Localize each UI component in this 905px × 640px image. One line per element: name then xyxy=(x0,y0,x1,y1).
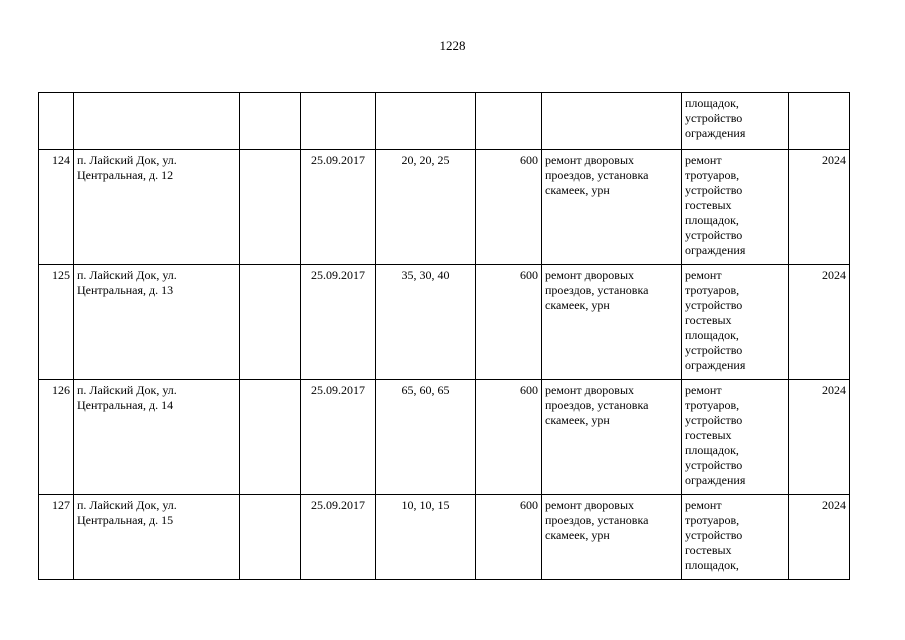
cell-num: 127 xyxy=(39,495,74,580)
table-row xyxy=(39,495,850,580)
cell-blank xyxy=(240,150,301,265)
data-table xyxy=(38,92,850,580)
table-row xyxy=(39,150,850,265)
cell-year: 2024 xyxy=(789,150,850,265)
table-row xyxy=(39,380,850,495)
cell-amount xyxy=(476,93,542,150)
cell-year: 2024 xyxy=(789,380,850,495)
cell-blank xyxy=(240,495,301,580)
cell-work1: ремонт дворовых проездов, установка скамеек, урн xyxy=(542,265,682,380)
cell-values: 65, 60, 65 xyxy=(376,380,476,495)
cell-date: 25.09.2017 xyxy=(301,150,376,265)
cell-date: 25.09.2017 xyxy=(301,380,376,495)
cell-address: п. Лайский Док, ул. Центральная, д. 13 xyxy=(74,265,240,380)
cell-date: 25.09.2017 xyxy=(301,265,376,380)
cell-year xyxy=(789,93,850,150)
cell-values xyxy=(376,93,476,150)
cell-amount: 600 xyxy=(476,495,542,580)
cell-num xyxy=(39,93,74,150)
cell-amount: 600 xyxy=(476,380,542,495)
cell-date: 25.09.2017 xyxy=(301,495,376,580)
cell-values: 20, 20, 25 xyxy=(376,150,476,265)
cell-work1 xyxy=(542,93,682,150)
cell-date xyxy=(301,93,376,150)
cell-year: 2024 xyxy=(789,265,850,380)
cell-values: 10, 10, 15 xyxy=(376,495,476,580)
cell-address: п. Лайский Док, ул. Центральная, д. 14 xyxy=(74,380,240,495)
cell-address: п. Лайский Док, ул. Центральная, д. 15 xyxy=(74,495,240,580)
cell-values: 35, 30, 40 xyxy=(376,265,476,380)
cell-num: 125 xyxy=(39,265,74,380)
page-number: 1228 xyxy=(439,38,466,53)
cell-work2: ремонт тротуаров, устройство гостевых площадок, устройство ограждения xyxy=(682,150,789,265)
cell-work2: ремонт тротуаров, устройство гостевых площадок, устройство ограждения xyxy=(682,380,789,495)
cell-blank xyxy=(240,93,301,150)
table-row xyxy=(39,265,850,380)
cell-address xyxy=(74,93,240,150)
table-row-continuation xyxy=(39,93,850,150)
cell-year: 2024 xyxy=(789,495,850,580)
cell-blank xyxy=(240,265,301,380)
cell-blank xyxy=(240,380,301,495)
cell-work2: площадок, устройство ограждения xyxy=(682,93,789,150)
cell-work2: ремонт тротуаров, устройство гостевых площадок, xyxy=(682,495,789,580)
cell-num: 124 xyxy=(39,150,74,265)
cell-amount: 600 xyxy=(476,150,542,265)
cell-address: п. Лайский Док, ул. Центральная, д. 12 xyxy=(74,150,240,265)
cell-work1: ремонт дворовых проездов, установка скамеек, урн xyxy=(542,495,682,580)
cell-work2: ремонт тротуаров, устройство гостевых площадок, устройство ограждения xyxy=(682,265,789,380)
cell-amount: 600 xyxy=(476,265,542,380)
cell-work1: ремонт дворовых проездов, установка скамеек, урн xyxy=(542,150,682,265)
cell-work1: ремонт дворовых проездов, установка скамеек, урн xyxy=(542,380,682,495)
cell-num: 126 xyxy=(39,380,74,495)
